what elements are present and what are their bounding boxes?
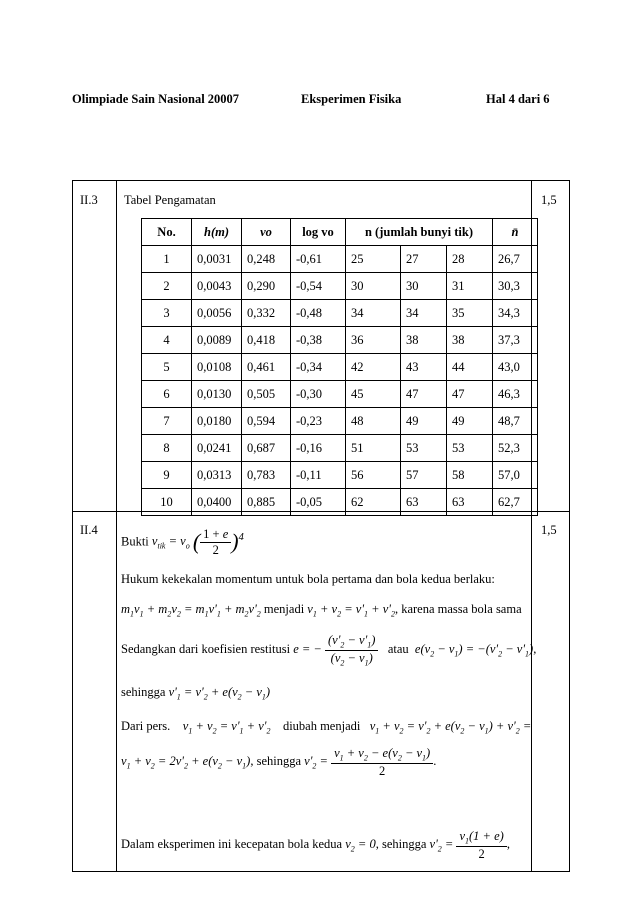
restitution-equation: Sedangkan dari koefisien restitusi e = − $\frac{(v'_2 - v'_1)}{(v_2 - v_1)}$ atau $e(v_2 - v_1) = -(v'_2 - v'_1)$, bbox=[121, 633, 537, 667]
col-header-h: h(m) bbox=[192, 219, 242, 246]
table-cell: 3 bbox=[142, 300, 192, 327]
table-cell: 25 bbox=[346, 246, 401, 273]
table-cell: 6 bbox=[142, 381, 192, 408]
table-cell: 10 bbox=[142, 489, 192, 516]
table-cell: 0,461 bbox=[242, 354, 291, 381]
table-cell: -0,11 bbox=[291, 462, 346, 489]
table-cell: 0,0130 bbox=[192, 381, 242, 408]
table-cell: 7 bbox=[142, 408, 192, 435]
sehingga-line-1: sehingga $v'_1 = v'_2 + e(v_2 - v_1)$ bbox=[121, 685, 271, 702]
table-cell: 30 bbox=[346, 273, 401, 300]
table-row bbox=[142, 354, 538, 381]
col-header-log-vo: log vo bbox=[291, 219, 346, 246]
table-cell: 49 bbox=[447, 408, 493, 435]
bukti-line bbox=[121, 527, 244, 558]
table-cell: 62,7 bbox=[493, 489, 538, 516]
table-cell: 1 bbox=[142, 246, 192, 273]
table-cell: 48,7 bbox=[493, 408, 538, 435]
table-cell: 9 bbox=[142, 462, 192, 489]
table-cell: 52,3 bbox=[493, 435, 538, 462]
table-cell: 47 bbox=[447, 381, 493, 408]
table-cell: -0,05 bbox=[291, 489, 346, 516]
table-cell: 0,290 bbox=[242, 273, 291, 300]
table-cell: -0,48 bbox=[291, 300, 346, 327]
table-cell: 34 bbox=[401, 300, 447, 327]
table-cell: 63 bbox=[401, 489, 447, 516]
table-cell: 0,0031 bbox=[192, 246, 242, 273]
table-row bbox=[142, 435, 538, 462]
table-cell: 0,248 bbox=[242, 246, 291, 273]
word-karena: , karena massa bola sama bbox=[394, 602, 522, 616]
table-cell: 45 bbox=[346, 381, 401, 408]
table-cell: 0,783 bbox=[242, 462, 291, 489]
word-dari-pers: Dari pers. bbox=[121, 719, 171, 733]
table-cell: 48 bbox=[346, 408, 401, 435]
table-row bbox=[142, 246, 538, 273]
table-cell: 5 bbox=[142, 354, 192, 381]
table-cell: 0,0400 bbox=[192, 489, 242, 516]
table-cell: 34,3 bbox=[493, 300, 538, 327]
table-cell: -0,34 bbox=[291, 354, 346, 381]
table-cell: 0,885 bbox=[242, 489, 291, 516]
table-cell: 0,0241 bbox=[192, 435, 242, 462]
table-cell: 51 bbox=[346, 435, 401, 462]
bukti-formula: $v_{tik} = v_o$ ( $\frac{1 + e}{2}$ )$^4$ bbox=[151, 527, 244, 557]
table-cell: 53 bbox=[447, 435, 493, 462]
table-cell: 36 bbox=[346, 327, 401, 354]
table-cell: 37,3 bbox=[493, 327, 538, 354]
table-row bbox=[142, 273, 538, 300]
table-cell: 43 bbox=[401, 354, 447, 381]
table-cell: 26,7 bbox=[493, 246, 538, 273]
word-menjadi: menjadi bbox=[263, 602, 305, 616]
experiment-text: Dalam eksperimen ini kecepatan bola kedua bbox=[121, 837, 343, 852]
word-sehingga3: , sehingga bbox=[375, 837, 427, 852]
header-center: Eksperimen Fisika bbox=[301, 92, 402, 106]
table-cell: 62 bbox=[346, 489, 401, 516]
table-cell: -0,23 bbox=[291, 408, 346, 435]
table-cell: 31 bbox=[447, 273, 493, 300]
table-cell: -0,61 bbox=[291, 246, 346, 273]
table-cell: 4 bbox=[142, 327, 192, 354]
word-diubah: diubah menjadi bbox=[282, 719, 361, 733]
table-row bbox=[142, 489, 538, 516]
table-cell: -0,54 bbox=[291, 273, 346, 300]
table-cell: 0,0108 bbox=[192, 354, 242, 381]
table-cell: 0,418 bbox=[242, 327, 291, 354]
section-number-ii4: II.4 bbox=[80, 523, 98, 537]
table-cell: 44 bbox=[447, 354, 493, 381]
table-cell: 43,0 bbox=[493, 354, 538, 381]
table-cell: -0,30 bbox=[291, 381, 346, 408]
derivation-line-1: Dari pers. $v_1 + v_2 = v'_1 + v'_2$ diubah menjadi $v_1 + v_2 = v'_2 + e(v_2 - v_1) + v'_2$ = bbox=[121, 719, 532, 736]
col-header-vo: vo bbox=[242, 219, 291, 246]
header-right: Hal 4 dari 6 bbox=[486, 92, 550, 106]
table-cell: 0,332 bbox=[242, 300, 291, 327]
table-title: Tabel Pengamatan bbox=[124, 193, 216, 207]
table-cell: 0,0313 bbox=[192, 462, 242, 489]
table-cell: 28 bbox=[447, 246, 493, 273]
table-cell: 57 bbox=[401, 462, 447, 489]
table-cell: 30 bbox=[401, 273, 447, 300]
table-cell: 30,3 bbox=[493, 273, 538, 300]
table-cell: 63 bbox=[447, 489, 493, 516]
frame-divider-left bbox=[116, 180, 117, 872]
table-cell: 53 bbox=[401, 435, 447, 462]
table-cell: 35 bbox=[447, 300, 493, 327]
table-cell: 47 bbox=[401, 381, 447, 408]
table-cell: 46,3 bbox=[493, 381, 538, 408]
table-row bbox=[142, 300, 538, 327]
table-cell: 27 bbox=[401, 246, 447, 273]
word-sehingga: sehingga bbox=[121, 685, 166, 699]
col-header-no: No. bbox=[142, 219, 192, 246]
table-cell: 56 bbox=[346, 462, 401, 489]
table-cell: -0,38 bbox=[291, 327, 346, 354]
table-cell: 42 bbox=[346, 354, 401, 381]
table-cell: 0,0089 bbox=[192, 327, 242, 354]
table-cell: 0,0180 bbox=[192, 408, 242, 435]
bukti-label: Bukti bbox=[121, 534, 149, 549]
header-left: Olimpiade Sain Nasional 20007 bbox=[72, 92, 240, 106]
table-cell: -0,16 bbox=[291, 435, 346, 462]
table-cell: 0,505 bbox=[242, 381, 291, 408]
table-cell: 0,687 bbox=[242, 435, 291, 462]
word-atau: atau bbox=[387, 641, 409, 656]
table-cell: 34 bbox=[346, 300, 401, 327]
table-cell: 57,0 bbox=[493, 462, 538, 489]
table-cell: 0,594 bbox=[242, 408, 291, 435]
table-cell: 38 bbox=[447, 327, 493, 354]
word-sehingga2: , sehingga bbox=[250, 754, 302, 769]
table-row bbox=[142, 381, 538, 408]
section-number-ii3: II.3 bbox=[80, 193, 98, 207]
table-cell: 2 bbox=[142, 273, 192, 300]
table-cell: 58 bbox=[447, 462, 493, 489]
restitution-text: Sedangkan dari koefisien restitusi bbox=[121, 641, 291, 656]
derivation-line-2: $v_1 + v_2 = 2v'_2 + e(v_2 - v_1)$, sehingga $v'_2$ = $\frac{v_1 + v_2 - e(v_2 - v_1)}{2}$ . bbox=[121, 746, 437, 778]
table-cell: 0,0043 bbox=[192, 273, 242, 300]
momentum-text: Hukum kekekalan momentum untuk bola pertama dan bola kedua berlaku: bbox=[121, 572, 495, 586]
score-ii4: 1,5 bbox=[541, 523, 557, 537]
col-header-n: n (jumlah bunyi tik) bbox=[346, 219, 493, 246]
score-ii3: 1,5 bbox=[541, 193, 557, 207]
observation-table bbox=[141, 218, 538, 516]
col-header-n-avg: n̄ bbox=[493, 219, 538, 246]
momentum-equation: $m_1v_1 + m_2v_2 = m_1v'_1 + m_2v'_2$ menjadi $v_1 + v_2 = v'_1 + v'_2$, karena massa bola sama bbox=[121, 602, 522, 619]
table-row bbox=[142, 408, 538, 435]
table-row bbox=[142, 327, 538, 354]
table-cell: 38 bbox=[401, 327, 447, 354]
table-header-row bbox=[142, 219, 538, 246]
table-row bbox=[142, 462, 538, 489]
experiment-line: Dalam eksperimen ini kecepatan bola kedua $v_2 = 0$, sehingga $v'_2$ = $\frac{v_1(1 + e)}{2}$ , bbox=[121, 829, 510, 861]
table-cell: 8 bbox=[142, 435, 192, 462]
table-cell: 49 bbox=[401, 408, 447, 435]
table-cell: 0,0056 bbox=[192, 300, 242, 327]
